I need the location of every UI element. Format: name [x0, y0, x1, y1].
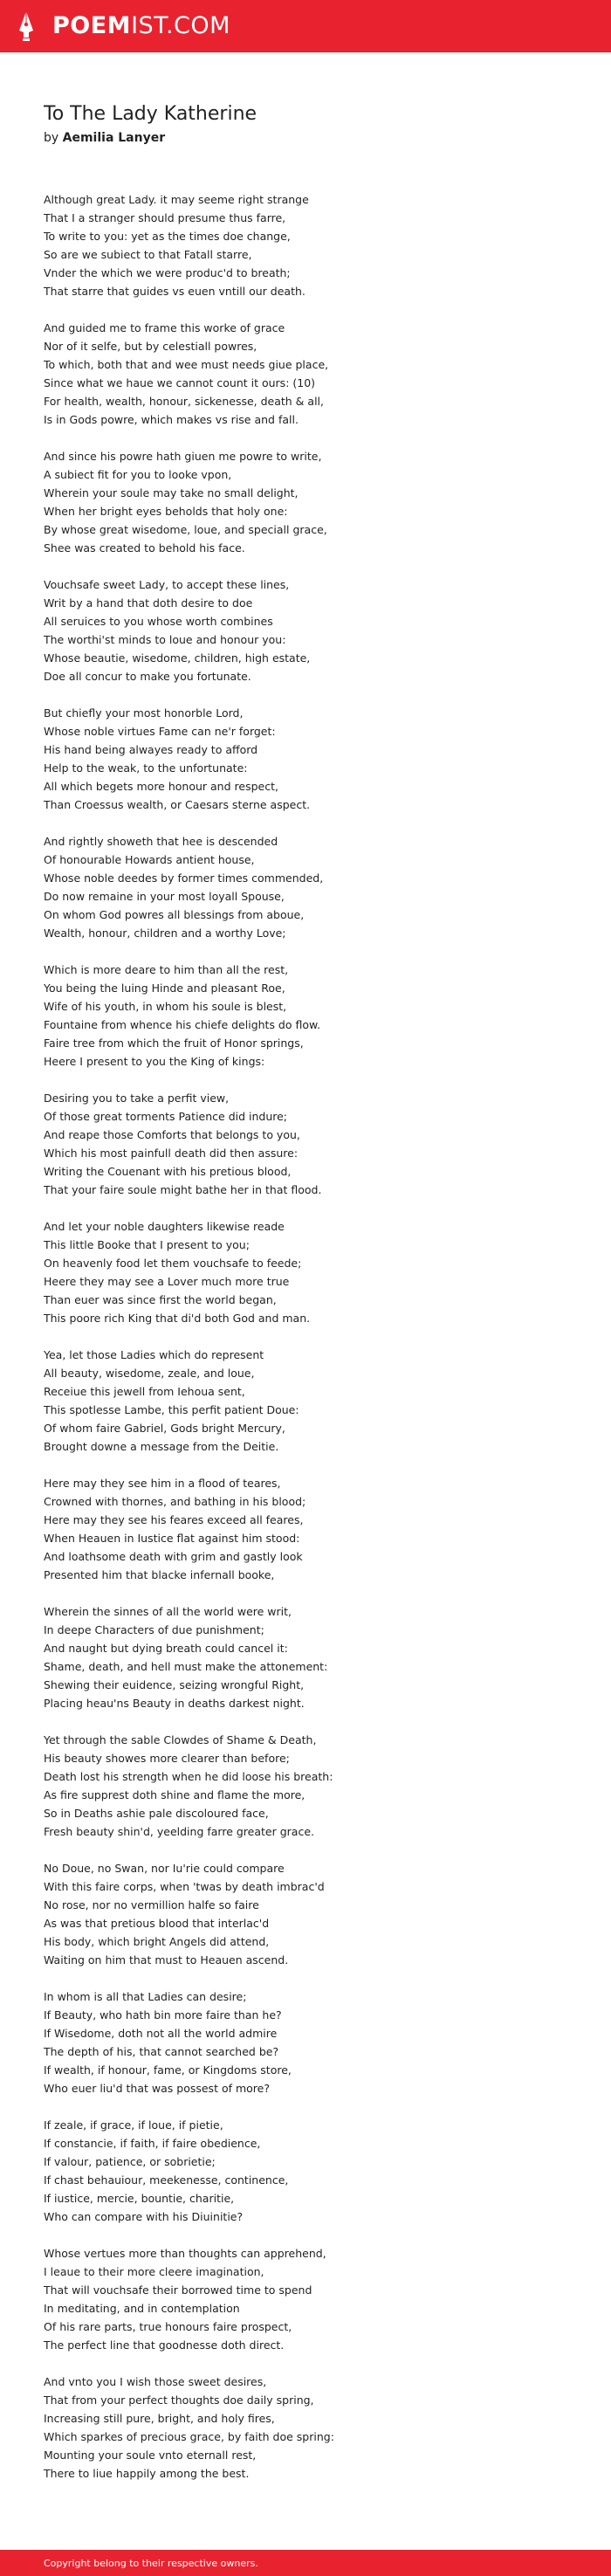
poem-line: Of those great torments Patience did indure; — [44, 1110, 288, 1123]
poem-line: Writing the Couenant with his pretious blood, — [44, 1165, 292, 1178]
poem-line: But chiefly your most honorble Lord, — [44, 706, 244, 720]
poem-stanza — [44, 2116, 585, 2226]
poem-stanza — [44, 319, 585, 429]
poem-line: In whom is all that Ladies can desire; — [44, 1990, 247, 2003]
poem-line: As fire supprest doth shine and flame the more, — [44, 1788, 306, 1801]
poem-line: Since what we haue we cannot count it ours: (10) — [44, 376, 316, 389]
poem-line: Fresh beauty shin'd, yeelding farre greater grace. — [44, 1825, 314, 1838]
poem-body — [44, 190, 585, 2501]
poem-line: Whose vertues more than thoughts can apprehend, — [44, 2247, 326, 2260]
poem-line: When her bright eyes beholds that holy one: — [44, 505, 288, 518]
poem-line: Waiting on him that must to Heauen ascend. — [44, 1953, 289, 1966]
poem-line: Vouchsafe sweet Lady, to accept these lines, — [44, 578, 290, 591]
poem-line: His beauty showes more clearer than before; — [44, 1752, 290, 1765]
poem-line: On heavenly food let them vouchsafe to feede; — [44, 1257, 302, 1270]
logo-text-light: IST.COM — [131, 12, 230, 39]
poem-line: Presented him that blacke infernall booke, — [44, 1568, 275, 1581]
poem-line: And since his powre hath giuen me powre to write, — [44, 450, 322, 463]
poem-stanza — [44, 1346, 585, 1456]
poem-line: On whom God powres all blessings from aboue, — [44, 908, 305, 921]
poem-line: Of honourable Howards antient house, — [44, 853, 255, 866]
poem-stanza — [44, 1602, 585, 1712]
poem-line: Help to the weak, to the unfortunate: — [44, 761, 248, 775]
poem-line: Shee was created to behold his face. — [44, 541, 245, 554]
poem-line: There to liue happily among the best. — [44, 2467, 250, 2480]
poem-line: The perfect line that goodnesse doth direct. — [44, 2338, 285, 2352]
poem-line: No Doue, no Swan, nor Iu'rie could compare — [44, 1862, 285, 1875]
poem-stanza — [44, 2244, 585, 2354]
poem-line: Vnder the which we were produc'd to breath; — [44, 266, 291, 279]
poem-line: Heere they may see a Lover much more true — [44, 1275, 290, 1288]
poem-line: And naught but dying breath could cancel it: — [44, 1642, 288, 1655]
poem-line: The worthi'st minds to loue and honour you: — [44, 633, 286, 646]
poem-line: Death lost his strength when he did loose his breath: — [44, 1770, 333, 1783]
poem-line: So are we subiect to that Fatall starre, — [44, 248, 252, 261]
poem-line: Who can compare with his Diuinitie? — [44, 2210, 244, 2223]
poem-line: Faire tree from which the fruit of Honor springs, — [44, 1037, 304, 1050]
poem-line: In meditating, and in contemplation — [44, 2302, 240, 2315]
poem-line: A subiect fit for you to looke vpon, — [44, 468, 232, 481]
poem-line: Wealth, honour, children and a worthy Love; — [44, 926, 286, 940]
byline-prefix: by — [44, 131, 59, 145]
poem-line: Which his most painfull death did then assure: — [44, 1147, 299, 1160]
poem-line: Crowned with thornes, and bathing in his blood; — [44, 1495, 306, 1508]
poem-line: Nor of it selfe, but by celestiall powres, — [44, 340, 257, 353]
pen-nib-icon — [18, 11, 34, 41]
poem-line: If Beauty, who hath bin more faire than he? — [44, 2008, 282, 2022]
poem-line: Heere I present to you the King of kings: — [44, 1055, 265, 1068]
poem-line: Whose beautie, wisedome, children, high estate, — [44, 651, 311, 665]
poem-line: If valour, patience, or sobrietie; — [44, 2155, 216, 2168]
poem-line: With this faire corps, when 'twas by death imbrac'd — [44, 1880, 325, 1893]
poem-line: If zeale, if grace, if loue, if pietie, — [44, 2118, 223, 2132]
poem-line: For health, wealth, honour, sickenesse, death & all, — [44, 395, 324, 408]
poem-line: No rose, nor no vermillion halfe so faire — [44, 1898, 259, 1911]
poem-line: In deepe Characters of due punishment; — [44, 1623, 264, 1636]
poem-line: Shewing their euidence, seizing wrongful Right, — [44, 1678, 305, 1691]
poem-stanza — [44, 447, 585, 557]
logo-text-bold: POEM — [52, 12, 132, 39]
poem-stanza — [44, 2373, 585, 2483]
poem-byline — [44, 130, 165, 146]
poem-line: All beauty, wisedome, zeale, and loue, — [44, 1367, 255, 1380]
poem-line: Yet through the sable Clowdes of Shame & Death, — [44, 1733, 317, 1746]
poem-line: Who euer liu'd that was possest of more? — [44, 2082, 270, 2095]
poem-line: I leaue to their more cleere imagination, — [44, 2265, 264, 2278]
poem-line: That I a stranger should presume thus farre, — [44, 211, 286, 224]
poem-line: Doe all concur to make you fortunate. — [44, 670, 251, 683]
poem-line: To which, both that and wee must needs giue place, — [44, 358, 329, 371]
poem-line: And rightly showeth that hee is descended — [44, 835, 278, 848]
poem-line: Of his rare parts, true honours faire prospect, — [44, 2320, 292, 2333]
poem-line: If constancie, if faith, if faire obedience, — [44, 2137, 261, 2150]
poem-line: Placing heau'ns Beauty in deaths darkest night. — [44, 1697, 305, 1710]
poem-line: His body, which bright Angels did attend, — [44, 1935, 270, 1948]
poem-line: That from your perfect thoughts doe daily spring, — [44, 2393, 314, 2407]
site-header — [0, 0, 611, 52]
poem-line: Which sparkes of precious grace, by faith doe spring: — [44, 2430, 334, 2443]
poem-line: Writ by a hand that doth desire to doe — [44, 596, 253, 610]
poem-line: Whose noble virtues Fame can ne'r forget: — [44, 725, 276, 738]
poem-stanza — [44, 1859, 585, 1969]
poem-line: Increasing still pure, bright, and holy fires, — [44, 2412, 275, 2425]
poem-line: Than euer was since first the world began, — [44, 1293, 277, 1306]
poem-line: You being the luing Hinde and pleasant Roe, — [44, 981, 285, 995]
poem-line: And reape those Comforts that belongs to you, — [44, 1128, 300, 1141]
poem-line: The depth of his, that cannot searched be? — [44, 2045, 279, 2058]
site-logo[interactable] — [52, 12, 230, 40]
poem-line: If chast behauiour, meekenesse, continence, — [44, 2173, 289, 2187]
poem-line: When Heauen in Iustice flat against him stood: — [44, 1532, 300, 1545]
poem-line: To write to you: yet as the times doe change, — [44, 230, 291, 243]
poem-title: To The Lady Katherine — [44, 103, 257, 125]
poem-line: Wherein the sinnes of all the world were writ, — [44, 1605, 292, 1618]
poem-line: And let your noble daughters likewise reade — [44, 1220, 285, 1233]
poem-stanza — [44, 1987, 585, 2097]
poem-line: Whose noble deedes by former times commended, — [44, 871, 324, 885]
poem-line: If wealth, if honour, fame, or Kingdoms store, — [44, 2063, 292, 2077]
poem-stanza — [44, 832, 585, 942]
poem-line: His hand being alwayes ready to afford — [44, 743, 258, 756]
poem-stanza — [44, 1731, 585, 1841]
poem-line: And guided me to frame this worke of grace — [44, 321, 285, 334]
poem-line: That your faire soule might bathe her in that flood. — [44, 1183, 322, 1196]
poem-line: Wife of his youth, in whom his soule is blest, — [44, 1000, 287, 1013]
poem-line: Desiring you to take a perfit view, — [44, 1092, 230, 1105]
poem-line: If iustice, mercie, bountie, charitie, — [44, 2192, 235, 2205]
poem-stanza — [44, 961, 585, 1071]
poem-line: And vnto you I wish those sweet desires, — [44, 2375, 267, 2388]
poem-stanza — [44, 1474, 585, 1584]
poem-line: All which begets more honour and respect, — [44, 780, 278, 793]
poem-line: Which is more deare to him than all the rest, — [44, 963, 289, 976]
poem-line: And loathsome death with grim and gastly look — [44, 1550, 303, 1563]
poem-line: Fountaine from whence his chiefe delights do flow. — [44, 1018, 321, 1031]
poem-stanza — [44, 704, 585, 814]
poem-line: Wherein your soule may take no small delight, — [44, 486, 299, 499]
poem-line: Here may they see him in a flood of teares, — [44, 1477, 281, 1490]
poem-line: By whose great wisedome, loue, and speciall grace, — [44, 523, 327, 536]
poem-stanza — [44, 575, 585, 685]
poem-line: Is in Gods powre, which makes vs rise and fall. — [44, 413, 299, 426]
poem-line: Shame, death, and hell must make the attonement: — [44, 1660, 328, 1673]
poem-stanza — [44, 190, 585, 300]
author-link[interactable]: Aemilia Lanyer — [62, 131, 166, 145]
poem-line: Here may they see his feares exceed all feares, — [44, 1513, 304, 1526]
site-footer — [0, 2550, 611, 2576]
poem-line: Than Croessus wealth, or Caesars sterne aspect. — [44, 798, 311, 811]
poem-line: Receiue this jewell from Iehoua sent, — [44, 1385, 245, 1398]
poem-line: That will vouchsafe their borrowed time to spend — [44, 2283, 312, 2297]
poem-line: All seruices to you whose worth combines — [44, 615, 273, 628]
poem-line: Mounting your soule vnto eternall rest, — [44, 2449, 257, 2462]
poem-stanza — [44, 1217, 585, 1327]
poem-line: As was that pretious blood that interlac'd — [44, 1917, 270, 1930]
poem-line: Yea, let those Ladies which do represent — [44, 1348, 264, 1361]
poem-line: This spotlesse Lambe, this perfit patient Doue: — [44, 1403, 299, 1416]
poem-line: This poore rich King that di'd both God and man. — [44, 1312, 311, 1325]
poem-line: Of whom faire Gabriel, Gods bright Mercury, — [44, 1422, 285, 1435]
poem-line: This little Booke that I present to you; — [44, 1238, 250, 1251]
poem-line: So in Deaths ashie pale discoloured face, — [44, 1807, 269, 1820]
copyright-notice: Copyright belong to their respective owners. — [44, 2558, 258, 2569]
poem-line: If Wisedome, doth not all the world admire — [44, 2027, 278, 2040]
poem-line: That starre that guides vs euen vntill our death. — [44, 285, 306, 298]
poem-line: Although great Lady. it may seeme right strange — [44, 193, 309, 206]
poem-stanza — [44, 1089, 585, 1199]
poem-line: Do now remaine in your most loyall Spouse, — [44, 890, 285, 903]
poem-line: Brought downe a message from the Deitie. — [44, 1440, 279, 1453]
